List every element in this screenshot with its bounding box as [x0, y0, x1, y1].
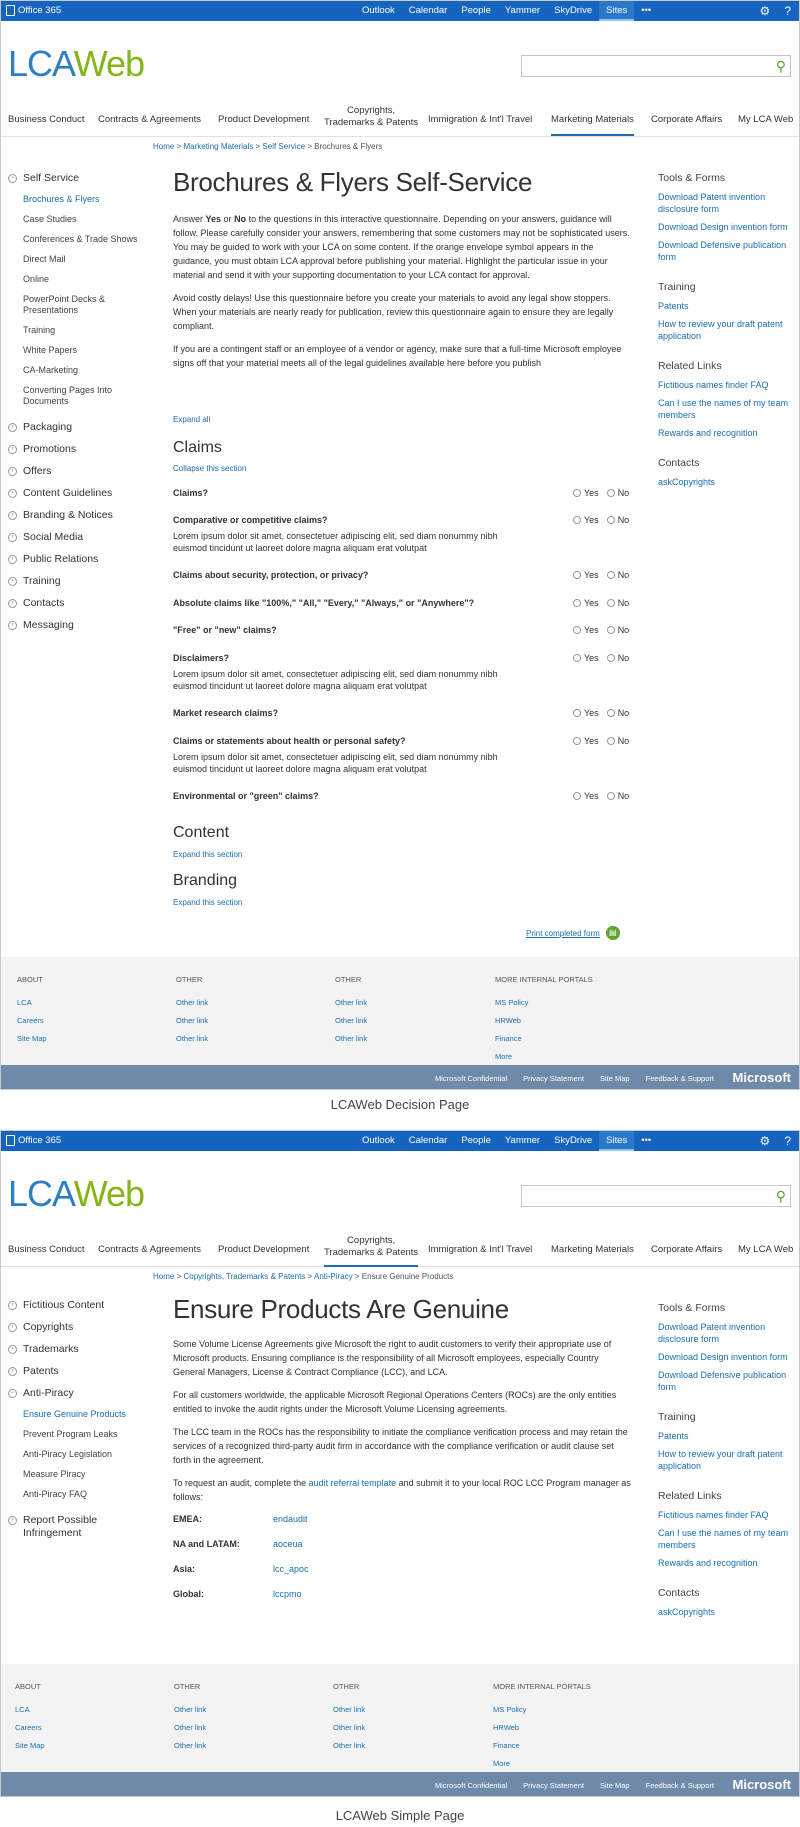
collapse-icon: −: [8, 174, 17, 183]
no-radio[interactable]: No: [607, 708, 630, 718]
site-logo[interactable]: LCAWeb: [8, 43, 145, 84]
search-icon[interactable]: ⚲: [775, 58, 786, 74]
footer-link[interactable]: Other link: [335, 1016, 368, 1025]
tools-link[interactable]: Download Design invention form: [658, 222, 788, 232]
expand-icon: ›: [8, 1367, 17, 1376]
content-heading: Content: [173, 824, 230, 841]
expand-icon: ›: [8, 555, 17, 564]
training-link[interactable]: How to review your draft patent application: [658, 319, 783, 341]
branding-heading: Branding: [173, 872, 238, 889]
no-radio[interactable]: No: [607, 570, 630, 580]
footer-link[interactable]: HRWeb: [495, 1016, 521, 1025]
footer-bar: [1, 1772, 799, 1797]
left-nav-item[interactable]: › Content Guidelines: [8, 487, 138, 509]
tools-heading: Tools & Forms: [658, 1302, 726, 1314]
left-nav-sub-item[interactable]: Anti-Piracy FAQ: [23, 1489, 88, 1499]
suite-nav-people[interactable]: People: [461, 5, 491, 16]
contacts-heading: Contacts: [658, 1587, 700, 1599]
footer-link[interactable]: Other link: [335, 1034, 368, 1043]
question-row: Absolute claims like "100%," "All," "Every," "Always," or "Anywhere"? Yes No: [173, 598, 630, 608]
left-nav: [8, 172, 138, 641]
search-icon[interactable]: ⚲: [775, 1188, 786, 1204]
yes-radio[interactable]: Yes: [573, 625, 599, 635]
related-link[interactable]: Fictitious names finder FAQ: [658, 380, 769, 390]
paragraph: Some Volume License Agreements give Microsoft the right to audit customers to verify their appropriate use of Microsoft products. Ensuring compliance is the responsibility of all Microsoft employees, especially Country General Managers, License & Contract Compliance (LCC), and LCA.: [173, 1339, 612, 1377]
related-link[interactable]: Rewards and recognition: [658, 428, 758, 438]
footer-link[interactable]: Careers: [15, 1723, 42, 1732]
main-content: [173, 1294, 633, 1614]
expand-icon: ›: [8, 511, 17, 520]
training-link[interactable]: Patents: [658, 301, 689, 311]
caption-decision-page: LCAWeb Decision Page: [330, 1097, 470, 1112]
collapse-section-link[interactable]: Collapse this section: [173, 464, 247, 473]
page-title: Ensure Products Are Genuine: [173, 1294, 509, 1324]
left-nav-self-service[interactable]: − Self Service: [8, 172, 138, 194]
footer-link[interactable]: Other link: [174, 1723, 207, 1732]
more-icon[interactable]: •••: [641, 5, 652, 16]
left-nav-sub-item[interactable]: Online: [23, 274, 50, 284]
microsoft-logo: Microsoft: [732, 1777, 791, 1792]
help-icon[interactable]: ?: [784, 1134, 791, 1148]
suite-nav-calendar[interactable]: Calendar: [408, 1135, 448, 1146]
left-nav-item[interactable]: › Social Media: [8, 531, 138, 553]
footer-link[interactable]: Site Map: [15, 1741, 45, 1750]
left-nav-item[interactable]: › Offers: [8, 465, 138, 487]
footer-bar-link[interactable]: Site Map: [600, 1074, 630, 1083]
global-nav: [1, 105, 799, 137]
yes-radio[interactable]: Yes: [573, 736, 599, 746]
roc-alias-link[interactable]: lcc_apoc: [273, 1564, 309, 1574]
expand-icon: ›: [8, 1516, 17, 1525]
expand-icon: ›: [8, 1301, 17, 1310]
suite-nav-outlook[interactable]: Outlook: [362, 5, 395, 16]
breadcrumb-copyrights[interactable]: Copyrights, Trademarks & Patents: [183, 1272, 306, 1281]
roc-contact-row: EMEA: endaudit: [173, 1514, 308, 1524]
contingent-paragraph: If you are a contingent staff or an employee of a vendor or agency, make sure that a full-time Microsoft employee signs off that your material meets all of the legal guidelines available here before you publish: [173, 344, 622, 368]
office365-topbar: [1, 1131, 799, 1151]
footer-link[interactable]: Other link: [176, 998, 209, 1007]
expand-icon: ›: [8, 621, 17, 630]
caption-simple-page: LCAWeb Simple Page: [335, 1808, 465, 1823]
footer-bar-link[interactable]: Microsoft Confidential: [435, 1781, 508, 1790]
footer-link[interactable]: Other link: [176, 1034, 209, 1043]
training-heading: Training: [658, 281, 696, 293]
breadcrumb-home[interactable]: Home: [153, 1272, 175, 1281]
contacts-heading: Contacts: [658, 457, 700, 469]
suite-nav-calendar[interactable]: Calendar: [408, 5, 448, 16]
footer-link[interactable]: Other link: [333, 1741, 366, 1750]
left-nav-sub-item[interactable]: Converting Pages Into Documents: [23, 385, 113, 406]
expand-icon: ›: [8, 1323, 17, 1332]
left-nav-sub-item[interactable]: Measure Piracy: [23, 1469, 86, 1479]
footer-link[interactable]: LCA: [15, 1705, 30, 1714]
footer-link[interactable]: LCA: [17, 998, 32, 1007]
gnav-immigration[interactable]: Immigration & Int'l Travel: [428, 1244, 533, 1255]
footer-bar-link[interactable]: Privacy Statement: [523, 1781, 584, 1790]
footer-bar-link[interactable]: Microsoft Confidential: [435, 1074, 508, 1083]
expand-icon: ›: [8, 467, 17, 476]
breadcrumb-anti-piracy[interactable]: Anti-Piracy: [313, 1272, 353, 1281]
roc-alias-link[interactable]: endaudit: [273, 1514, 308, 1524]
breadcrumb-marketing[interactable]: Marketing Materials: [183, 142, 254, 151]
site-logo[interactable]: LCAWeb: [8, 1173, 145, 1214]
expand-icon: ›: [8, 599, 17, 608]
help-icon[interactable]: ?: [784, 4, 791, 18]
left-nav: [8, 1299, 138, 1548]
footer-link[interactable]: More: [493, 1759, 511, 1768]
footer-link[interactable]: Other link: [174, 1741, 207, 1750]
gnav-my-lca-web[interactable]: My LCA Web: [738, 1244, 794, 1255]
no-radio[interactable]: No: [607, 653, 630, 663]
question-row: Claims about security, protection, or privacy? Yes No: [173, 570, 630, 580]
left-nav-sub-item[interactable]: PowerPoint Decks & Presentations: [23, 294, 106, 315]
search-input[interactable]: [521, 1185, 791, 1207]
left-nav-anti-piracy[interactable]: − Anti-Piracy: [8, 1387, 138, 1409]
expand-icon: ›: [8, 533, 17, 542]
training-link[interactable]: How to review your draft patent application: [658, 1449, 783, 1471]
roc-contacts: [173, 1514, 633, 1614]
tools-link[interactable]: Download Defensive publication form: [658, 1370, 787, 1392]
related-heading: Related Links: [658, 1490, 722, 1502]
footer-link[interactable]: Finance: [495, 1034, 522, 1043]
gnav-my-lca-web[interactable]: My LCA Web: [738, 114, 794, 125]
right-column: [658, 172, 793, 494]
footer-bar: [1, 1065, 799, 1090]
tools-link[interactable]: Download Design invention form: [658, 1352, 788, 1362]
paragraph: The LCC team in the ROCs has the responsibility to initiate the compliance verification process and may retain the services of a recognized third-party audit firm in accordance with the compliance verification or audit clause set forth in the agreement.: [173, 1427, 628, 1465]
gnav-contracts[interactable]: Contracts & Agreements: [98, 1244, 201, 1255]
breadcrumb-self-service[interactable]: Self Service: [262, 142, 306, 151]
question-row: Disclaimers? Lorem ipsum dolor sit amet, consectetuer adipiscing elit, sed diam nonummy nibh euismod tincidunt ut laoreet dolore magna aliquam erat volutpat Yes No: [173, 653, 630, 691]
breadcrumb: Home > Marketing Materials > Self Service > Brochures & Flyers: [153, 142, 383, 151]
contacts-link[interactable]: askCopyrights: [658, 477, 716, 487]
expand-icon: ›: [8, 445, 17, 454]
suite-nav-yammer[interactable]: Yammer: [504, 1135, 541, 1146]
gnav-copyrights[interactable]: Copyrights, Trademarks & Patents: [324, 105, 419, 128]
yes-radio[interactable]: Yes: [573, 488, 599, 498]
footer-link[interactable]: Careers: [17, 1016, 44, 1025]
footer-bar-link[interactable]: Privacy Statement: [523, 1074, 584, 1083]
breadcrumb-home[interactable]: Home: [153, 142, 175, 151]
footer-link[interactable]: Other link: [335, 998, 368, 1007]
footer-link[interactable]: Finance: [493, 1741, 520, 1750]
no-radio[interactable]: No: [607, 736, 630, 746]
paragraph: For all customers worldwide, the applicable Microsoft Regional Operations Centers (ROCs) are the only entities entitled to invoke the audit rights under the Microsoft Volume Licensing agreements.: [173, 1390, 617, 1414]
microsoft-logo: Microsoft: [732, 1070, 791, 1085]
no-radio[interactable]: No: [607, 598, 630, 608]
expand-icon: ›: [8, 1345, 17, 1354]
left-nav-item[interactable]: › Branding & Notices: [8, 509, 138, 531]
breadcrumb-current: Ensure Genuine Products: [361, 1272, 454, 1281]
footer-link[interactable]: Other link: [333, 1705, 366, 1714]
tools-heading: Tools & Forms: [658, 172, 726, 184]
collapse-icon: −: [8, 1389, 17, 1398]
question-row: Comparative or competitive claims? Lorem ipsum dolor sit amet, consectetuer adipiscing elit, sed diam nonummy nibh euismod tincidunt ut laoreet dolore magna aliquam erat volutpat Yes No: [173, 515, 630, 553]
left-nav-item[interactable]: › Copyrights: [8, 1321, 138, 1343]
left-nav-sub-item[interactable]: Case Studies: [23, 214, 77, 224]
related-link[interactable]: Fictitious names finder FAQ: [658, 1510, 769, 1520]
left-nav-item[interactable]: › Contacts: [8, 597, 138, 619]
no-radio[interactable]: No: [607, 515, 630, 525]
footer: ABOUT LCA Careers Site Map OTHER Other link Other link Other link OTHER Other link Other link Other link MORE INTERNAL PORTALS MS Policy HRWeb Finance More: [1, 1664, 799, 1772]
gnav-marketing-materials[interactable]: Marketing Materials: [551, 114, 634, 136]
left-nav-sub-item[interactable]: CA-Marketing: [23, 365, 79, 375]
more-icon[interactable]: •••: [641, 1135, 652, 1146]
expand-icon: ›: [8, 423, 17, 432]
print-form-link[interactable]: Print completed form ▤: [526, 926, 620, 940]
audit-template-link[interactable]: audit referral template: [308, 1478, 397, 1488]
breadcrumb-current: Brochures & Flyers: [314, 142, 383, 151]
footer: ABOUT LCA Careers Site Map OTHER Other link Other link Other link OTHER Other link Other link Other link MORE INTERNAL PORTALS MS Policy HRWeb Finance More: [1, 957, 799, 1065]
footer-link[interactable]: Site Map: [17, 1034, 47, 1043]
suite-nav-sites[interactable]: Sites: [599, 1131, 634, 1151]
expand-icon: ›: [8, 489, 17, 498]
left-nav-item[interactable]: › Packaging: [8, 421, 138, 443]
suite-nav: [355, 1131, 658, 1151]
suite-nav-skydrive[interactable]: SkyDrive: [554, 1135, 593, 1146]
suite-nav-sites[interactable]: Sites: [599, 1, 634, 21]
right-column: [658, 1302, 793, 1624]
gnav-product-development[interactable]: Product Development: [218, 1244, 310, 1255]
suite-nav-people[interactable]: People: [461, 1135, 491, 1146]
breadcrumb: Home > Copyrights, Trademarks & Patents > Anti-Piracy > Ensure Genuine Products: [153, 1272, 454, 1281]
no-radio[interactable]: No: [607, 791, 630, 801]
left-nav-item[interactable]: › Training: [8, 575, 138, 597]
question-row: Environmental or "green" claims? Yes No: [173, 791, 630, 801]
gnav-contracts[interactable]: Contracts & Agreements: [98, 114, 201, 125]
gnav-marketing-materials[interactable]: Marketing Materials: [551, 1244, 634, 1255]
suite-nav-yammer[interactable]: Yammer: [504, 5, 541, 16]
related-link[interactable]: Rewards and recognition: [658, 1558, 758, 1568]
left-nav-sub-item[interactable]: Prevent Program Leaks: [23, 1429, 118, 1439]
suite-nav: [355, 1, 658, 21]
yes-radio[interactable]: Yes: [573, 791, 599, 801]
left-nav-sub-item[interactable]: Conferences & Trade Shows: [23, 234, 138, 244]
gnav-business-conduct[interactable]: Business Conduct: [8, 114, 85, 125]
question-row: Market research claims? Yes No: [173, 708, 630, 718]
intro-paragraph: Answer Yes or No to the questions in this interactive questionnaire. Depending on your answers, guidance will follow. Please carefully consider your answers, remembering that some customers may not be sophisticated users. You may be guided to work with your LCA on some content. If the orange envelope symbol appears in the guidance, you must obtain LCA approval before publishing your material. Highlight the particular issue in your material and send it with your supporting documentation to your LCA contact for approval.: [173, 214, 630, 280]
footer-link[interactable]: Other link: [176, 1016, 209, 1025]
tools-link[interactable]: Download Defensive publication form: [658, 240, 787, 262]
question-row: "Free" or "new" claims? Yes No: [173, 625, 630, 635]
office365-brand[interactable]: Office 365: [6, 5, 61, 16]
left-nav-item[interactable]: › Public Relations: [8, 553, 138, 575]
footer-bar-link[interactable]: Feedback & Support: [645, 1781, 714, 1790]
training-link[interactable]: Patents: [658, 1431, 689, 1441]
question-row: Claims? Yes No: [173, 488, 630, 498]
left-nav-item[interactable]: › Report Possible Infringement: [8, 1514, 138, 1548]
no-radio[interactable]: No: [607, 488, 630, 498]
office-logo-icon: [6, 1135, 15, 1146]
yes-radio[interactable]: Yes: [573, 598, 599, 608]
simple-page-screenshot: [0, 1130, 800, 1797]
gnav-immigration[interactable]: Immigration & Int'l Travel: [428, 114, 533, 125]
gnav-copyrights[interactable]: Copyrights, Trademarks & Patents: [324, 1235, 418, 1267]
printer-icon: ▤: [606, 926, 620, 940]
gnav-corporate-affairs[interactable]: Corporate Affairs: [651, 114, 723, 125]
footer-bar-link[interactable]: Site Map: [600, 1781, 630, 1790]
office-logo-icon: [6, 5, 15, 16]
left-nav-sub-item[interactable]: Direct Mail: [23, 254, 66, 264]
related-link[interactable]: Can I use the names of my team members: [658, 398, 789, 420]
main-content: [173, 167, 633, 370]
search-input[interactable]: [521, 55, 791, 77]
question-row: Claims or statements about health or personal safety? Lorem ipsum dolor sit amet, consectetuer adipiscing elit, sed diam nonummy nibh euismod tincidunt ut laoreet dolore magna aliquam erat volutpat Yes No: [173, 736, 630, 774]
left-nav-item[interactable]: › Trademarks: [8, 1343, 138, 1365]
left-nav-sub-item[interactable]: Brochures & Flyers: [23, 194, 100, 204]
related-link[interactable]: Can I use the names of my team members: [658, 1528, 789, 1550]
gnav-business-conduct[interactable]: Business Conduct: [8, 1244, 85, 1255]
expand-all-link[interactable]: Expand all: [173, 415, 211, 424]
related-heading: Related Links: [658, 360, 722, 372]
delay-paragraph: Avoid costly delays! Use this questionnaire before you create your materials to avoid any legal show stoppers. When your materials are nearly ready for publication, review this questionnaire again to ensure they are legally compliant.: [173, 293, 614, 331]
roc-alias-link[interactable]: lccpmo: [273, 1589, 302, 1599]
footer-link[interactable]: MS Policy: [493, 1705, 527, 1714]
global-nav: [1, 1235, 799, 1267]
contacts-link[interactable]: askCopyrights: [658, 1607, 716, 1617]
yes-radio[interactable]: Yes: [573, 515, 599, 525]
office365-brand[interactable]: Office 365: [6, 1135, 61, 1146]
left-nav-sub-item[interactable]: Ensure Genuine Products: [23, 1409, 127, 1419]
yes-radio[interactable]: Yes: [573, 653, 599, 663]
gnav-product-development[interactable]: Product Development: [218, 114, 310, 125]
footer-link[interactable]: MS Policy: [495, 998, 529, 1007]
gnav-corporate-affairs[interactable]: Corporate Affairs: [651, 1244, 723, 1255]
footer-link[interactable]: Other link: [174, 1705, 207, 1714]
expand-section-link[interactable]: Expand this section: [173, 850, 243, 859]
roc-contact-row: Asia: lcc_apoc: [173, 1564, 309, 1574]
left-nav-sub-item[interactable]: Training: [23, 325, 56, 335]
page-title: Brochures & Flyers Self-Service: [173, 167, 533, 197]
left-nav-item[interactable]: › Promotions: [8, 443, 138, 465]
tools-link[interactable]: Download Patent invention disclosure form: [658, 192, 766, 214]
roc-contact-row: NA and LATAM: aoceua: [173, 1539, 303, 1549]
left-nav-item[interactable]: › Fictitious Content: [8, 1299, 138, 1321]
footer-link[interactable]: Other link: [333, 1723, 366, 1732]
gear-icon[interactable]: ⚙: [759, 4, 771, 18]
yes-radio[interactable]: Yes: [573, 708, 599, 718]
claims-heading: Claims: [173, 439, 222, 456]
training-heading: Training: [658, 1411, 696, 1423]
left-nav-item[interactable]: › Messaging: [8, 619, 138, 641]
yes-radio[interactable]: Yes: [573, 570, 599, 580]
suite-nav-outlook[interactable]: Outlook: [362, 1135, 395, 1146]
suite-nav-skydrive[interactable]: SkyDrive: [554, 5, 593, 16]
no-radio[interactable]: No: [607, 625, 630, 635]
left-nav-item[interactable]: › Patents: [8, 1365, 138, 1387]
office365-topbar: [1, 1, 799, 21]
paragraph: To request an audit, complete the audit referral template and submit it to your local ROC LCC Program manager as follows:: [173, 1478, 631, 1502]
footer-link[interactable]: HRWeb: [493, 1723, 519, 1732]
left-nav-sub-item[interactable]: White Papers: [23, 345, 78, 355]
footer-link[interactable]: More: [495, 1052, 513, 1061]
roc-contact-row: Global: lccpmo: [173, 1589, 302, 1599]
roc-alias-link[interactable]: aoceua: [273, 1539, 303, 1549]
gear-icon[interactable]: ⚙: [759, 1134, 771, 1148]
expand-section-link[interactable]: Expand this section: [173, 898, 243, 907]
left-nav-sub-item[interactable]: Anti-Piracy Legislation: [23, 1449, 113, 1459]
expand-icon: ›: [8, 577, 17, 586]
footer-bar-link[interactable]: Feedback & Support: [645, 1074, 714, 1083]
tools-link[interactable]: Download Patent invention disclosure form: [658, 1322, 766, 1344]
